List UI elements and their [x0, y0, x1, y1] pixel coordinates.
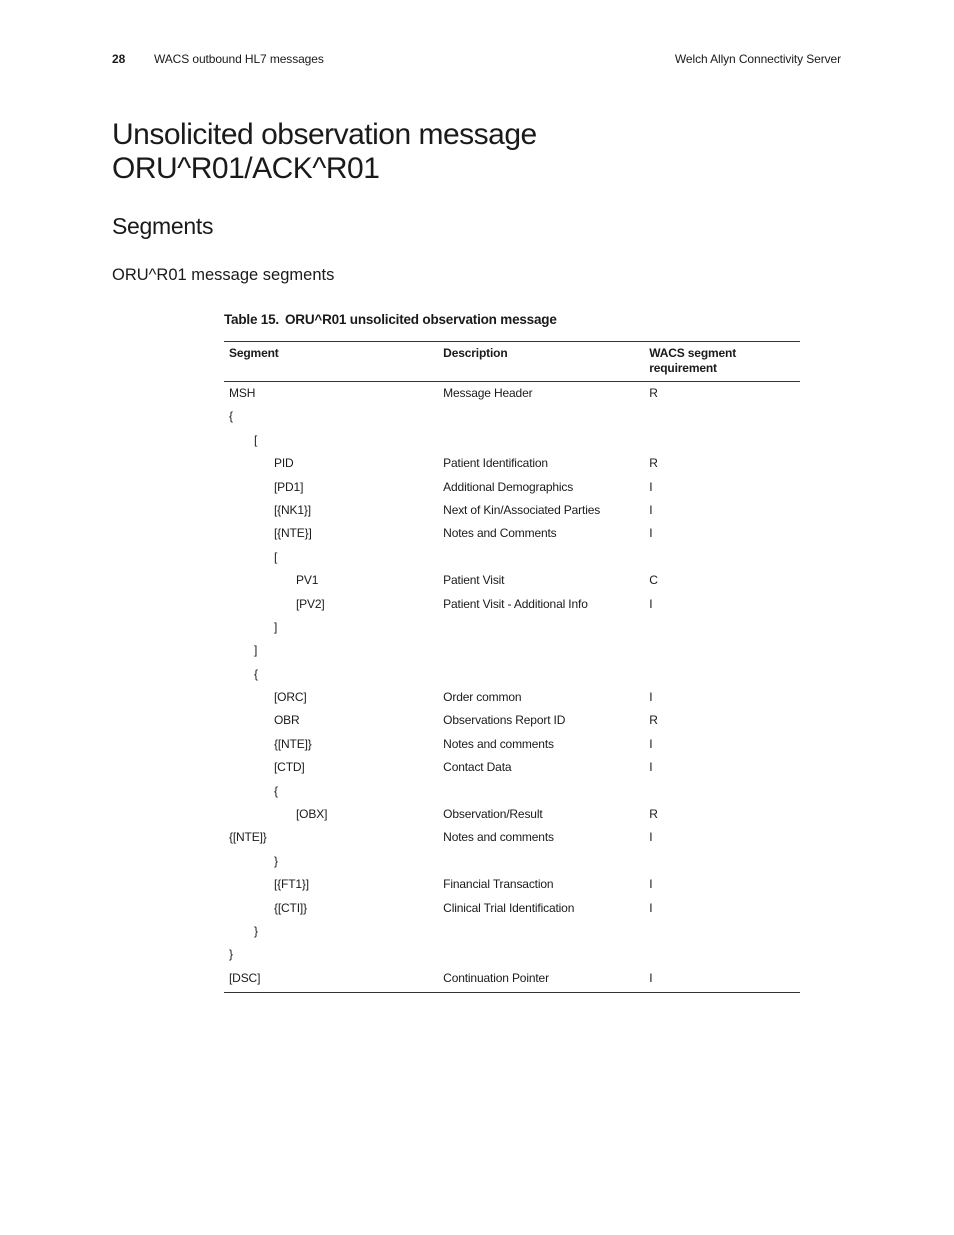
- segment-cell: ]: [274, 619, 278, 634]
- requirement-cell: I: [649, 877, 653, 892]
- segment-cell: [{NTE}]: [274, 526, 312, 541]
- requirement-cell: I: [649, 596, 653, 611]
- requirement-cell: R: [649, 456, 658, 471]
- description-cell: Additional Demographics: [443, 479, 574, 494]
- running-section-title: WACS outbound HL7 messages: [154, 52, 324, 66]
- description-cell: Financial Transaction: [443, 877, 554, 892]
- table-row: [224, 828, 800, 851]
- segment-cell: }: [254, 923, 258, 938]
- requirement-cell: [644, 548, 800, 571]
- segment-cell: [{FT1}]: [274, 877, 309, 892]
- segment-cell: [PV2]: [296, 596, 325, 611]
- segment-cell: {[NTE]}: [274, 736, 312, 751]
- requirement-cell: I: [649, 760, 653, 775]
- description-cell: [438, 945, 644, 968]
- description-cell: Contact Data: [443, 760, 512, 775]
- requirement-cell: R: [649, 386, 658, 400]
- table-body: [224, 382, 800, 993]
- table-row: [224, 899, 800, 922]
- subsection-heading: ORU^R01 message segments: [112, 266, 335, 284]
- description-cell: Message Header: [443, 386, 533, 400]
- requirement-cell: I: [649, 502, 653, 517]
- description-cell: [438, 665, 644, 688]
- description-cell: Patient Visit - Additional Info: [443, 596, 588, 611]
- requirement-cell: [644, 922, 800, 945]
- description-cell: Notes and Comments: [443, 526, 557, 541]
- table-caption: [224, 312, 557, 327]
- requirement-cell: R: [649, 713, 658, 728]
- segment-cell: {: [254, 666, 258, 681]
- table-row: [224, 945, 800, 968]
- description-cell: Observation/Result: [443, 807, 543, 822]
- table-row: [224, 735, 800, 758]
- description-cell: [438, 431, 644, 454]
- segment-cell: MSH: [229, 386, 256, 400]
- segment-cell: }: [229, 947, 233, 962]
- table-row: [224, 524, 800, 547]
- requirement-cell: [644, 641, 800, 664]
- segment-cell: {: [274, 783, 278, 798]
- table-row: [224, 852, 800, 875]
- table-caption-label: Table 15.: [224, 312, 279, 327]
- requirement-cell: I: [649, 690, 653, 705]
- table-row: [224, 478, 800, 501]
- column-header-description: Description: [438, 342, 644, 382]
- description-cell: Patient Identification: [443, 456, 548, 471]
- table-row: [224, 501, 800, 524]
- requirement-cell: I: [644, 969, 800, 993]
- table-row: [224, 782, 800, 805]
- description-cell: Clinical Trial Identification: [443, 900, 575, 915]
- column-header-segment: Segment: [224, 342, 438, 382]
- table-row: [224, 548, 800, 571]
- requirement-cell: I: [649, 900, 653, 915]
- table-row: [224, 711, 800, 734]
- segments-table: [224, 341, 800, 993]
- description-cell: [438, 641, 644, 664]
- description-cell: Continuation Pointer: [438, 969, 644, 993]
- section-heading: Segments: [112, 213, 214, 239]
- segment-cell: [CTD]: [274, 760, 305, 775]
- requirement-cell: I: [649, 526, 653, 541]
- description-cell: [438, 548, 644, 571]
- segment-cell: {: [229, 409, 233, 424]
- description-cell: Order common: [443, 690, 522, 705]
- table-row: [224, 969, 800, 993]
- requirement-cell: C: [649, 573, 658, 588]
- segment-cell: }: [274, 853, 278, 868]
- requirement-cell: [644, 945, 800, 968]
- requirement-cell: [644, 431, 800, 454]
- segment-cell: [DSC]: [224, 969, 438, 993]
- segment-cell: PID: [274, 456, 294, 471]
- table-row: [224, 665, 800, 688]
- page-title-line2: ORU^R01/ACK^R01: [112, 152, 380, 185]
- table-row: [224, 407, 800, 430]
- table-row: [224, 382, 800, 408]
- segment-cell: [PD1]: [274, 479, 304, 494]
- requirement-cell: [644, 665, 800, 688]
- segment-cell: [{NK1}]: [274, 502, 311, 517]
- segment-cell: PV1: [296, 573, 319, 588]
- page-number: 28: [112, 52, 126, 66]
- description-cell: Notes and comments: [443, 736, 554, 751]
- segment-cell: {[CTI]}: [274, 900, 307, 915]
- requirement-cell: R: [649, 807, 658, 822]
- segment-cell: ]: [254, 643, 258, 658]
- description-cell: [438, 852, 644, 875]
- table-row: [224, 431, 800, 454]
- description-cell: [438, 618, 644, 641]
- column-header-requirement: WACS segment requirement: [644, 342, 800, 382]
- description-cell: [438, 407, 644, 430]
- requirement-cell: I: [649, 830, 653, 845]
- requirement-cell: [644, 852, 800, 875]
- running-product-name: Welch Allyn Connectivity Server: [674, 52, 841, 66]
- segment-cell: [: [254, 432, 258, 447]
- segment-cell: [OBX]: [296, 807, 328, 822]
- description-cell: Patient Visit: [443, 573, 505, 588]
- description-cell: [438, 922, 644, 945]
- table-row: [224, 922, 800, 945]
- table-row: [224, 688, 800, 711]
- table-row: [224, 758, 800, 781]
- table-row: [224, 641, 800, 664]
- page-header: [112, 52, 841, 70]
- requirement-cell: [644, 407, 800, 430]
- requirement-cell: I: [649, 479, 653, 494]
- segment-cell: {[NTE]}: [229, 830, 267, 845]
- table-row: [224, 454, 800, 477]
- segment-cell: [ORC]: [274, 690, 307, 705]
- table-row: [224, 595, 800, 618]
- table-row: [224, 805, 800, 828]
- requirement-cell: [644, 782, 800, 805]
- table-caption-text: ORU^R01 unsolicited observation message: [284, 312, 557, 327]
- table-header-row: [224, 342, 800, 382]
- page-title-line1: Unsolicited observation message: [112, 118, 537, 151]
- description-cell: Next of Kin/Associated Parties: [443, 502, 601, 517]
- description-cell: [438, 782, 644, 805]
- description-cell: Notes and comments: [443, 830, 554, 845]
- table-row: [224, 875, 800, 898]
- requirement-cell: I: [649, 736, 653, 751]
- table-row: [224, 618, 800, 641]
- table-row: [224, 571, 800, 594]
- description-cell: Observations Report ID: [443, 713, 566, 728]
- page-title: [112, 118, 537, 186]
- segment-cell: [: [274, 549, 278, 564]
- requirement-cell: [644, 618, 800, 641]
- segment-cell: OBR: [274, 713, 300, 728]
